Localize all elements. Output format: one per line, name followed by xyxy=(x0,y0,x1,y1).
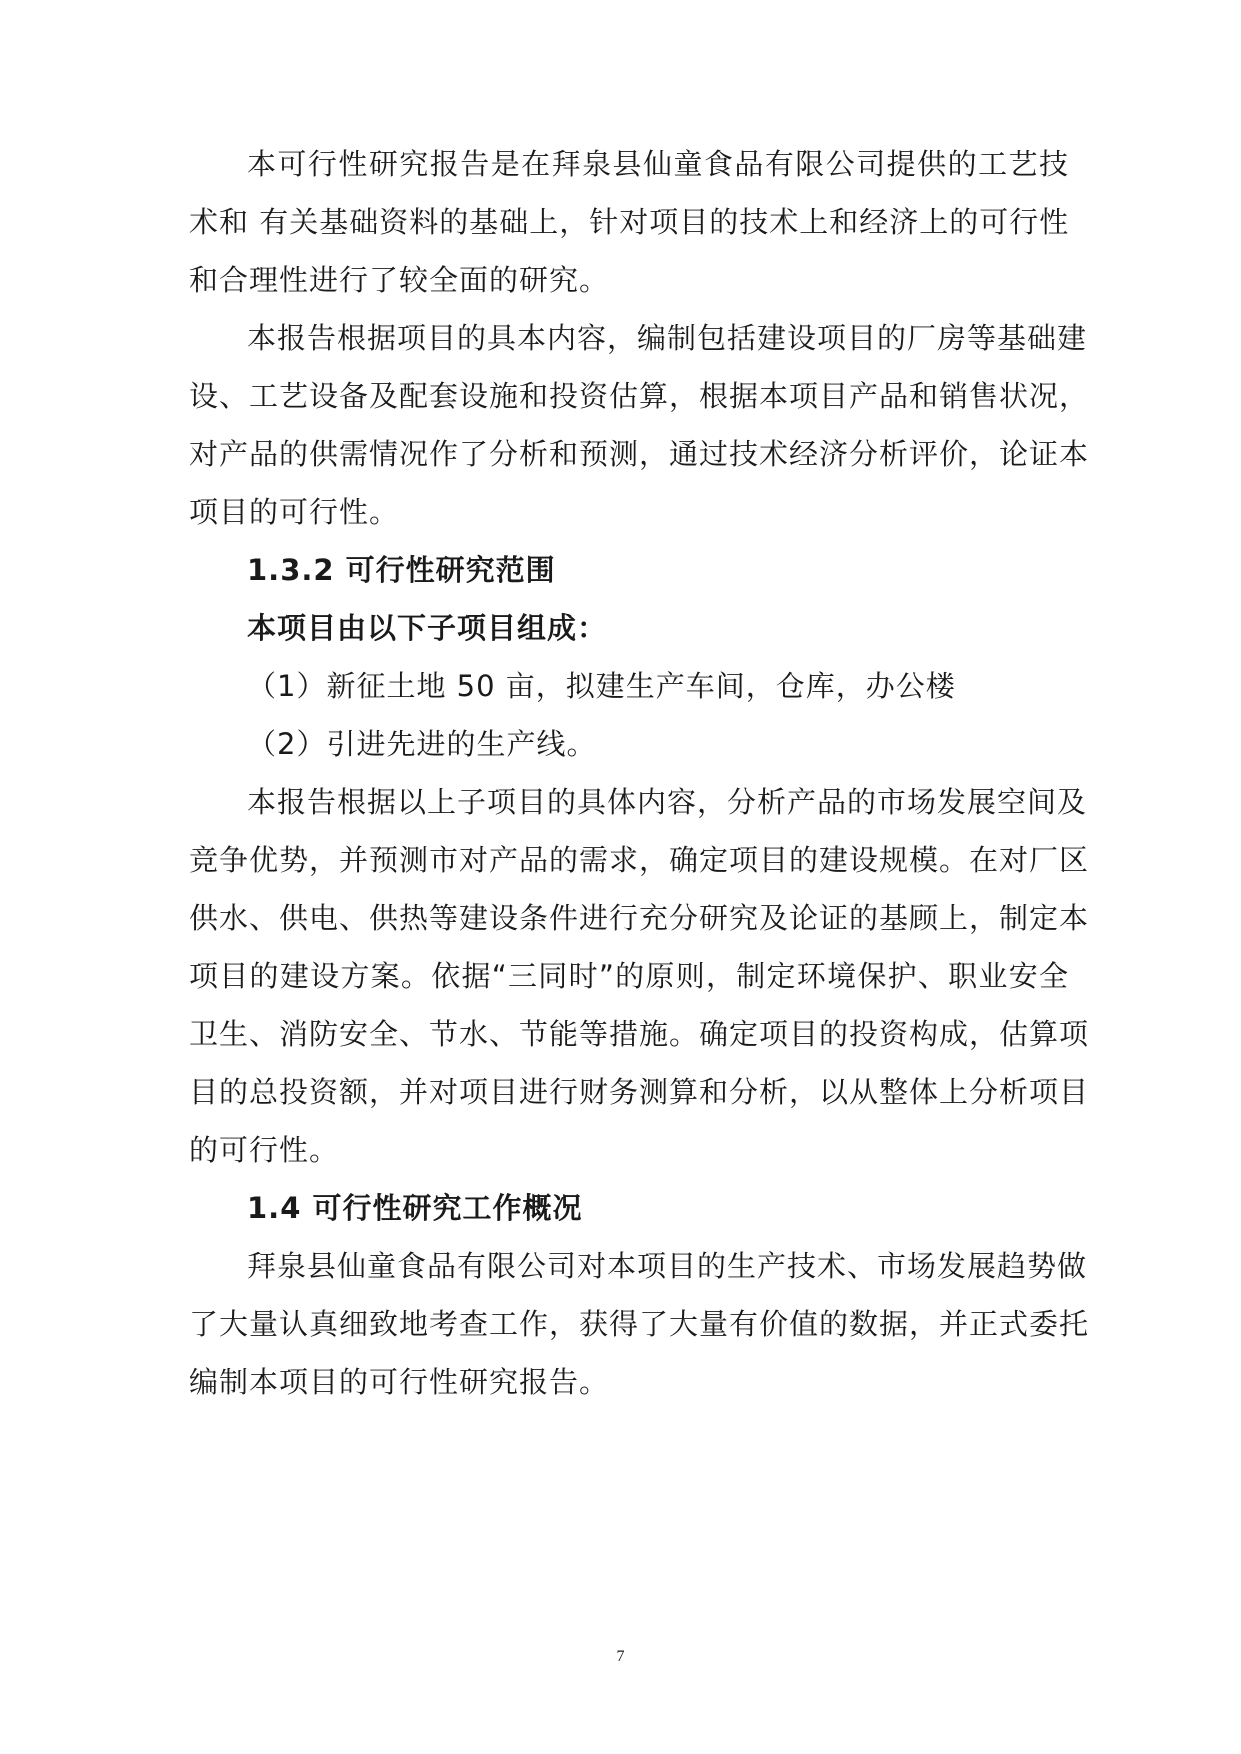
paragraph-line: 拜泉县仙童食品有限公司对本项目的生产技术、市场发展趋势做 xyxy=(247,1249,1088,1283)
paragraph-line: 对产品的供需情况作了分析和预测，通过技术经济分析评价，论证本 xyxy=(189,437,1090,471)
paragraph-line: 项目的可行性。 xyxy=(189,495,400,529)
paragraph-line: 项目的建设方案。依据“三同时”的原则，制定环境保护、职业安全 xyxy=(189,959,1069,993)
paragraph-line: 和合理性进行了较全面的研究。 xyxy=(189,263,610,297)
paragraph-line: 编制本项目的可行性研究报告。 xyxy=(189,1365,610,1399)
list-item: （1）新征土地 50 亩，拟建生产车间，仓库，办公楼 xyxy=(247,669,956,703)
paragraph-line: 目的总投资额，并对项目进行财务测算和分析，以从整体上分析项目 xyxy=(189,1075,1090,1109)
subheading: 本项目由以下子项目组成： xyxy=(247,611,608,645)
paragraph-line: 本报告根据项目的具本内容，编制包括建设项目的厂房等基础建 xyxy=(247,321,1088,355)
paragraph-line: 本可行性研究报告是在拜泉县仙童食品有限公司提供的工艺技 xyxy=(247,147,1069,181)
paragraph-line: 卫生、消防安全、节水、节能等措施。确定项目的投资构成，估算项 xyxy=(189,1017,1090,1051)
paragraph-line: 了大量认真细致地考查工作，获得了大量有价值的数据，并正式委托 xyxy=(189,1307,1090,1341)
paragraph-line: 本报告根据以上子项目的具体内容，分析产品的市场发展空间及 xyxy=(247,785,1088,819)
page-number: 7 xyxy=(616,1648,625,1665)
paragraph-line: 供水、供电、供热等建设条件进行充分研究及论证的基顾上，制定本 xyxy=(189,901,1090,935)
list-item: （2）引进先进的生产线。 xyxy=(247,727,597,761)
paragraph-line: 竞争优势，并预测市对产品的需求，确定项目的建设规模。在对厂区 xyxy=(189,843,1090,877)
section-heading: 1.4 可行性研究工作概况 xyxy=(247,1191,583,1225)
paragraph-line: 设、工艺设备及配套设施和投资估算，根据本项目产品和销售状况， xyxy=(189,379,1090,413)
paragraph-line: 的可行性。 xyxy=(189,1133,340,1167)
section-heading: 1.3.2 可行性研究范围 xyxy=(247,553,556,587)
paragraph-line: 术和 有关基础资料的基础上，针对项目的技术上和经济上的可行性 xyxy=(189,205,1070,239)
